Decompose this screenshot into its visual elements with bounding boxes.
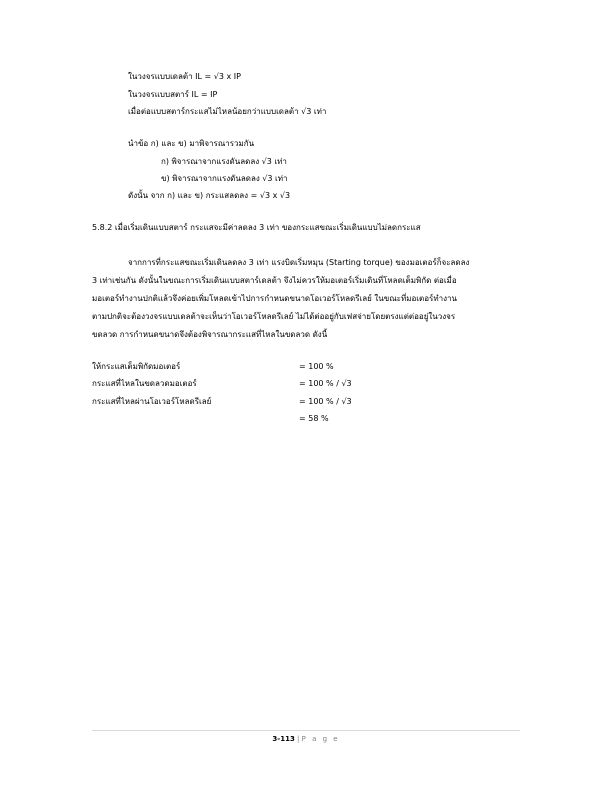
table-row-label: กระแสที่ไหลผ่านโอเวอร์โหลดรีเลย์ bbox=[92, 397, 212, 406]
paragraph-line-5: ขดลวด การกำหนดขนาดจึงต้องพิจารณากระแสที่ไหลในขดลวด ดังนี้ bbox=[92, 330, 328, 339]
table-row-label: ให้กระแสเต็มพิกัดมอเตอร์ bbox=[92, 362, 181, 371]
table-row-value: = 100 % / √3 bbox=[299, 379, 352, 388]
paragraph-line-4: ตามปกติจะต้องวงจรแบบเดลต้าจะเห็นว่าโอเวอร์โหลดรีเลย์ ไม่ได้ต่ออยู่กับเฟสจ่ายโดยตรงแต่ต่ออยู่ในวงจร bbox=[92, 312, 456, 321]
footer-divider bbox=[92, 730, 520, 731]
page-footer bbox=[0, 735, 612, 743]
footer-separator: | bbox=[297, 735, 300, 743]
section-heading: 5.8.2 เมื่อเริ่มเดินแบบสตาร์ กระแสจะมีค่าลดลง 3 เท่า ของกระแสขณะเริ่มเดินแบบไม่ลดกระแส bbox=[92, 223, 421, 232]
table-row-value: = 58 % bbox=[299, 414, 329, 423]
star-current-line: ในวงจรแบบสตาร์ IL = IP bbox=[128, 90, 218, 99]
star-vs-delta-line: เมื่อต่อแบบสตาร์กระแสไม่ไหลน้อยกว่าแบบเดลต้า √3 เท่า bbox=[128, 107, 327, 116]
page-number: 3-113 bbox=[272, 735, 295, 743]
table-row-label: กระแสที่ไหลในขดลวดมอเตอร์ bbox=[92, 379, 197, 388]
compare-item-b: ข) พิจารณาจากแรงดันลดลง √3 เท่า bbox=[161, 174, 288, 183]
table-row-value: = 100 % bbox=[299, 362, 334, 371]
compare-item-a: ก) พิจารณาจากแรงดันลดลง √3 เท่า bbox=[161, 157, 287, 166]
compare-conclusion: ดังนั้น จาก ก) และ ข) กระแสลดลง = √3 x √3 bbox=[128, 191, 291, 200]
delta-current-line: ในวงจรแบบเดลต้า IL = √3 x IP bbox=[128, 72, 241, 81]
paragraph-line-3: มอเตอร์ทำงานปกติแล้วจึงค่อยเพิ่มโหลดเข้าไปการกำหนดขนาดโอเวอร์โหลดรีเลย์ ในขณะที่มอเตอร์ทำงาน bbox=[92, 294, 457, 303]
page-word: P a g e bbox=[301, 735, 340, 743]
paragraph-line-2: 3 เท่าเช่นกัน ดังนั้นในขณะการเริ่มเดินแบบสตาร์เดลต้า จึงไม่ควรให้มอเตอร์เริ่มเดินที่โหลดเต็มพิกัด ต่อเมื่อ bbox=[92, 276, 457, 285]
table-row-value: = 100 % / √3 bbox=[299, 397, 352, 406]
paragraph-line-1: จากการที่กระแสขณะเริ่มเดินลดลง 3 เท่า แรงบิดเริ่มหมุน (Starting torque) ของมอเตอร์ก็จะลดลง bbox=[128, 258, 470, 267]
compare-intro: นำข้อ ก) และ ข) มาพิจารณารวมกัน bbox=[128, 139, 255, 148]
